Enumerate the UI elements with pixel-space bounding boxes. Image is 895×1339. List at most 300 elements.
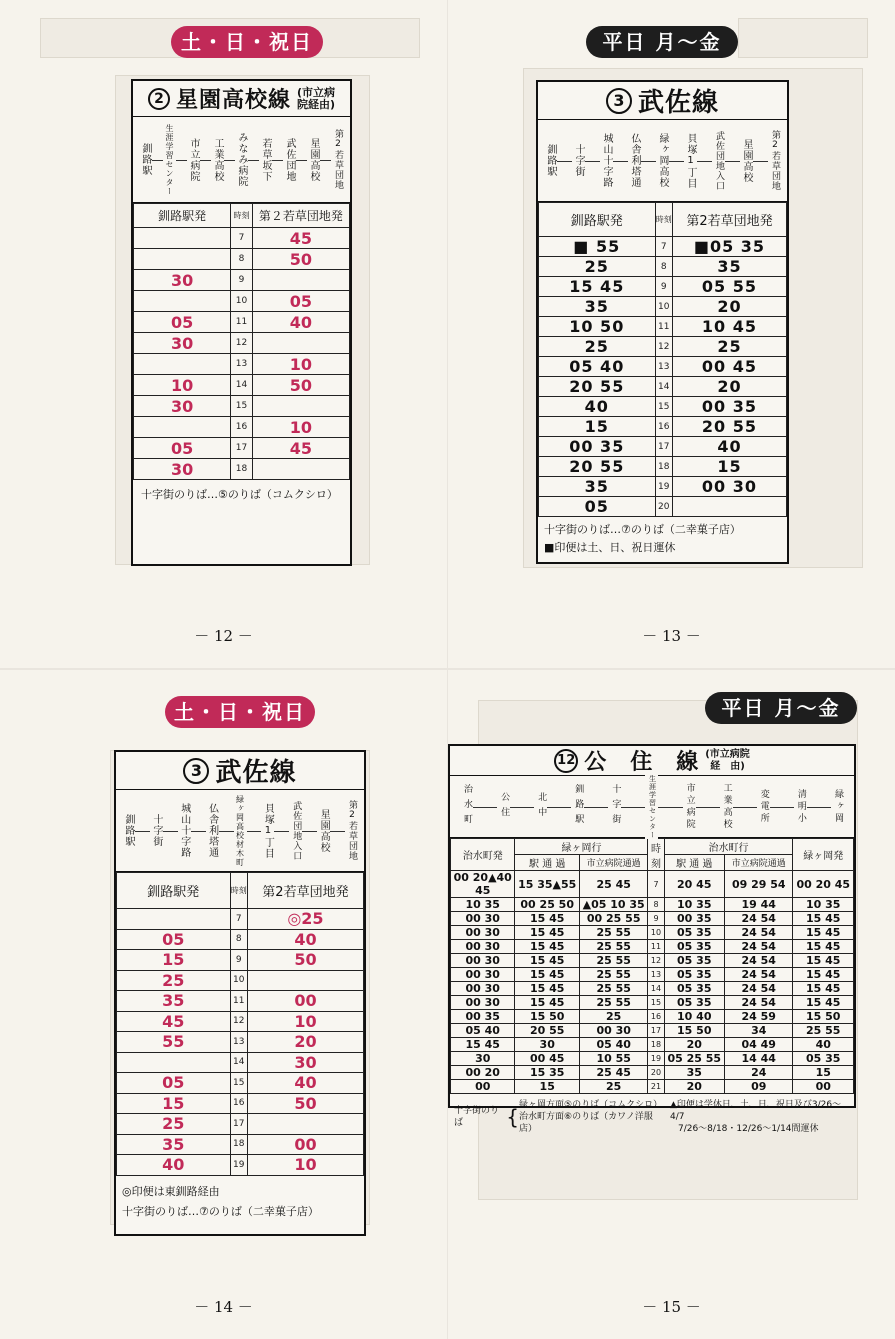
time-cell: 00 45 — [515, 1052, 579, 1066]
hour: 10 — [655, 297, 672, 317]
table-row — [539, 377, 787, 397]
stop: 治水町 — [462, 784, 472, 829]
stop: 仏舎利塔通 — [629, 133, 640, 188]
col-right: 第2若草団地発 — [247, 873, 363, 909]
col-right: 第２若草団地発 — [252, 204, 349, 228]
time-cell: 15 45 — [793, 912, 854, 926]
time-cell: 00 20▲40 45 — [451, 871, 515, 898]
stop: 城山十字路 — [601, 133, 612, 188]
stop: 清明小 — [795, 788, 806, 825]
schedule-table — [450, 838, 854, 1094]
time-cell: 15 — [515, 1080, 579, 1094]
route-title — [450, 746, 854, 776]
time-cell: 15 45 — [451, 1038, 515, 1052]
table-row — [134, 291, 350, 312]
hour: 18 — [655, 457, 672, 477]
time-cell: 15 45 — [793, 954, 854, 968]
page-13 — [448, 0, 895, 668]
stop: 第2若草団地 — [347, 800, 357, 861]
time-cell: 24 54 — [724, 996, 793, 1010]
note: ■印便は土、日、祝日運休 — [544, 541, 676, 554]
table-row — [539, 357, 787, 377]
stop: 若草坂下 — [260, 137, 271, 182]
table-row — [451, 968, 854, 982]
right-time: 40 — [252, 312, 349, 333]
time-cell: 25 45 — [579, 1066, 648, 1080]
left-time — [117, 1052, 231, 1073]
hour: 16 — [648, 1010, 664, 1024]
table-row — [117, 970, 364, 991]
left-time: 25 — [539, 337, 656, 357]
left-time: 20 55 — [539, 457, 656, 477]
left-time: 15 — [117, 950, 231, 971]
time-cell: 24 — [724, 1066, 793, 1080]
left-time: 35 — [539, 477, 656, 497]
hour: 9 — [231, 270, 253, 291]
hour: 11 — [648, 940, 664, 954]
left-time: 05 — [134, 438, 231, 459]
right-time — [252, 459, 349, 480]
time-cell: 15 45 — [515, 968, 579, 982]
timetable-route-3-weekday — [536, 80, 789, 564]
schedule-table — [538, 202, 787, 517]
time-cell: 00 30 — [451, 912, 515, 926]
stop: 釧路駅 — [123, 814, 134, 847]
table-row — [451, 898, 854, 912]
hour: 15 — [231, 396, 253, 417]
right-time: 15 — [672, 457, 786, 477]
right-time: 10 — [247, 1011, 363, 1032]
time-cell: 10 35 — [793, 898, 854, 912]
stop: 武佐団地入口 — [714, 130, 724, 191]
col-jisuicho-bound: 治水町行 — [664, 839, 793, 855]
table-row — [117, 950, 364, 971]
right-time: 40 — [247, 1073, 363, 1094]
right-time: ◎25 — [247, 909, 363, 930]
left-time — [134, 228, 231, 249]
table-row — [539, 277, 787, 297]
sub-col-hospital-pass: 市立病院通過 — [724, 855, 793, 871]
time-cell: 25 55 — [579, 940, 648, 954]
left-time: 05 — [539, 497, 656, 517]
page-number: － 12 － — [194, 627, 253, 645]
table-row — [451, 954, 854, 968]
hour: 8 — [231, 249, 253, 270]
sub-col-hospital-pass: 市立病院通過 — [579, 855, 648, 871]
time-cell: 00 30 — [579, 1024, 648, 1038]
hour: 15 — [655, 397, 672, 417]
note-suspension: ▲印便は学休日、土、日、祝日及び3/26～4/7 7/26～8/18・12/26～1/14間運休 — [669, 1100, 842, 1134]
col-hour: 時刻 — [230, 873, 247, 909]
table-row — [451, 1052, 854, 1066]
time-cell: 04 49 — [724, 1038, 793, 1052]
col-midorigaoka-bound: 緑ヶ岡行 — [515, 839, 648, 855]
hour: 17 — [231, 438, 253, 459]
col-midorigaoka-dep: 緑ヶ岡発 — [793, 839, 854, 871]
table-row — [539, 437, 787, 457]
left-time: 25 — [117, 970, 231, 991]
time-cell: 05 35 — [664, 926, 724, 940]
right-time: 00 — [247, 991, 363, 1012]
time-cell: 15 35▲55 — [515, 871, 579, 898]
table-row — [451, 871, 854, 898]
table-row — [539, 257, 787, 277]
hour: 12 — [230, 1011, 247, 1032]
left-time: 05 — [117, 929, 231, 950]
time-cell: 00 30 — [451, 940, 515, 954]
time-cell: 15 50 — [664, 1024, 724, 1038]
table-row — [539, 397, 787, 417]
hour: 12 — [655, 337, 672, 357]
hour: 18 — [231, 459, 253, 480]
stop: 貝塚1丁目 — [262, 802, 274, 859]
time-cell: 25 55 — [579, 968, 648, 982]
badge-weekend: 土・日・祝日 — [171, 26, 323, 58]
time-cell: 15 — [793, 1066, 854, 1080]
time-cell: 25 55 — [579, 926, 648, 940]
right-time — [247, 970, 363, 991]
col-hour: 時刻 — [655, 203, 672, 237]
time-cell: 15 45 — [515, 926, 579, 940]
time-cell: 35 — [664, 1066, 724, 1080]
route-title — [116, 752, 364, 790]
table-row — [134, 375, 350, 396]
note: 十字街のりば…⑦のりば（二幸菓子店） — [122, 1204, 319, 1218]
time-cell: 05 35 — [664, 954, 724, 968]
schedule-table — [133, 203, 350, 480]
table-row — [451, 912, 854, 926]
left-time — [117, 909, 231, 930]
time-cell: 30 — [515, 1038, 579, 1052]
hour: 10 — [230, 970, 247, 991]
right-time: 00 45 — [672, 357, 786, 377]
hour: 13 — [655, 357, 672, 377]
time-cell: 00 20 — [451, 1066, 515, 1080]
route-name: 星園高校線 — [175, 88, 291, 113]
time-cell: 05 40 — [579, 1038, 648, 1052]
hour: 21 — [648, 1080, 664, 1094]
col-hour: 時刻 — [231, 204, 253, 228]
left-time: 30 — [134, 333, 231, 354]
left-time: 30 — [134, 270, 231, 291]
time-cell: 00 20 45 — [793, 871, 854, 898]
time-cell: 00 35 — [664, 912, 724, 926]
left-time — [134, 249, 231, 270]
stop: 仏舎利塔通 — [206, 803, 218, 858]
time-cell: 25 — [579, 1080, 648, 1094]
table-row — [117, 1032, 364, 1053]
hour: 9 — [230, 950, 247, 971]
stop: 第2若草団地 — [333, 129, 343, 190]
table-row — [117, 1155, 364, 1176]
left-time: 35 — [539, 297, 656, 317]
hour: 11 — [230, 991, 247, 1012]
time-cell: 15 45 — [793, 996, 854, 1010]
right-time: 05 — [252, 291, 349, 312]
page-number: － 13 － — [642, 627, 701, 645]
left-time: 40 — [117, 1155, 231, 1176]
right-time: 30 — [247, 1052, 363, 1073]
stop: 星園高校 — [318, 808, 330, 853]
time-cell: 25 55 — [579, 982, 648, 996]
stop: 十字街 — [573, 144, 584, 177]
stop: 緑ヶ岡高校 — [657, 133, 668, 188]
route-name: 武佐線 — [637, 88, 719, 118]
time-cell: 20 — [664, 1038, 724, 1052]
stop-list — [116, 790, 364, 872]
table-row — [451, 926, 854, 940]
table-row — [117, 991, 364, 1012]
page-number: － 15 － — [642, 1298, 701, 1316]
right-time: 45 — [252, 228, 349, 249]
note: ◎印便は東釧路経由 — [122, 1184, 220, 1198]
time-cell: 25 55 — [579, 954, 648, 968]
route-number: 3 — [183, 758, 209, 784]
stop: 釧路駅 — [545, 144, 556, 177]
time-cell: 00 30 — [451, 954, 515, 968]
left-time: 25 — [117, 1114, 231, 1135]
hour: 8 — [648, 898, 664, 912]
time-cell: 05 25 55 — [664, 1052, 724, 1066]
time-cell: 00 30 — [451, 968, 515, 982]
right-time: 10 45 — [672, 317, 786, 337]
time-cell: 15 50 — [793, 1010, 854, 1024]
note: 十字街のりば…⑦のりば（二幸菓子店） — [544, 523, 741, 536]
table-row — [134, 438, 350, 459]
hour: 14 — [231, 375, 253, 396]
time-cell: 00 30 — [451, 926, 515, 940]
stop: 貝塚1丁目 — [685, 132, 696, 189]
time-cell: 15 45 — [793, 968, 854, 982]
time-cell: 24 59 — [724, 1010, 793, 1024]
table-row — [539, 237, 787, 257]
left-time: 30 — [134, 459, 231, 480]
time-cell: 00 — [793, 1080, 854, 1094]
time-cell: 15 45 — [793, 926, 854, 940]
table-row — [539, 417, 787, 437]
time-cell: 10 35 — [451, 898, 515, 912]
time-cell: 15 45 — [515, 940, 579, 954]
time-cell: 00 30 — [451, 982, 515, 996]
stop: 星園高校 — [308, 137, 319, 182]
left-time: 15 — [117, 1093, 231, 1114]
hour: 7 — [655, 237, 672, 257]
time-cell: 20 45 — [664, 871, 724, 898]
stop: 武佐団地入口 — [291, 800, 302, 861]
time-cell: 15 45 — [515, 996, 579, 1010]
time-cell: 00 25 50 — [515, 898, 579, 912]
time-cell: 05 35 — [793, 1052, 854, 1066]
stop-list — [538, 120, 787, 202]
table-row — [134, 354, 350, 375]
stop: 星園高校 — [741, 138, 752, 183]
table-row — [117, 1114, 364, 1135]
time-cell: 25 — [579, 1010, 648, 1024]
time-cell: 15 45 — [793, 940, 854, 954]
table-row — [539, 337, 787, 357]
table-row — [451, 982, 854, 996]
table-row — [451, 940, 854, 954]
stop: 緑ヶ岡高校材木町 — [235, 794, 245, 867]
left-time: 05 40 — [539, 357, 656, 377]
time-cell: 14 44 — [724, 1052, 793, 1066]
page-14 — [0, 670, 447, 1339]
left-time: 15 45 — [539, 277, 656, 297]
hour: 17 — [655, 437, 672, 457]
schedule-table — [116, 872, 364, 1176]
left-time — [134, 291, 231, 312]
time-cell: 24 54 — [724, 968, 793, 982]
time-cell: 09 29 54 — [724, 871, 793, 898]
table-row — [134, 459, 350, 480]
left-time: 40 — [539, 397, 656, 417]
time-cell: 24 54 — [724, 940, 793, 954]
left-time: 20 55 — [539, 377, 656, 397]
time-cell: 00 35 — [451, 1010, 515, 1024]
time-cell: 24 54 — [724, 912, 793, 926]
right-time: 35 — [672, 257, 786, 277]
stop: 工業高校 — [721, 782, 732, 831]
time-cell: 24 54 — [724, 954, 793, 968]
stop: 第2若草団地 — [770, 130, 780, 191]
time-cell: 09 — [724, 1080, 793, 1094]
left-time: 15 — [539, 417, 656, 437]
right-time: 20 55 — [672, 417, 786, 437]
time-cell: 05 35 — [664, 940, 724, 954]
table-row — [451, 1066, 854, 1080]
hour: 10 — [231, 291, 253, 312]
route-name: 武佐線 — [215, 758, 297, 788]
hour: 13 — [231, 354, 253, 375]
table-row — [451, 1010, 854, 1024]
time-cell: 24 54 — [724, 982, 793, 996]
right-time — [252, 270, 349, 291]
right-time: 50 — [247, 950, 363, 971]
route-subtitle: (市立病院 経 由) — [705, 748, 750, 772]
left-time: 05 — [134, 312, 231, 333]
right-time: 50 — [252, 249, 349, 270]
stop: 公住 — [499, 791, 510, 822]
time-cell: 05 35 — [664, 996, 724, 1010]
timetable-route-3-weekend — [114, 750, 366, 1236]
table-row — [117, 1052, 364, 1073]
stop: 変電所 — [758, 788, 769, 825]
page-12 — [0, 0, 447, 668]
right-time: 45 — [252, 438, 349, 459]
time-cell: 25 45 — [579, 871, 648, 898]
time-cell: ▲05 10 35 — [579, 898, 648, 912]
hour: 19 — [655, 477, 672, 497]
table-row — [134, 249, 350, 270]
hour: 7 — [230, 909, 247, 930]
right-time — [247, 1114, 363, 1135]
table-row — [539, 457, 787, 477]
time-cell: 19 44 — [724, 898, 793, 912]
time-cell: 34 — [724, 1024, 793, 1038]
badge-weekend: 土・日・祝日 — [165, 696, 315, 728]
time-cell: 20 — [664, 1080, 724, 1094]
stop: 釧路駅 — [140, 143, 151, 176]
stop: 十字街 — [150, 814, 162, 847]
table-row — [539, 497, 787, 517]
right-time: 50 — [247, 1093, 363, 1114]
timetable-route-2 — [131, 79, 352, 566]
right-time: 40 — [672, 437, 786, 457]
right-time: 25 — [672, 337, 786, 357]
hour: 12 — [231, 333, 253, 354]
table-row — [451, 1038, 854, 1052]
left-time: 45 — [117, 1011, 231, 1032]
hour: 20 — [655, 497, 672, 517]
hour: 16 — [231, 417, 253, 438]
right-time: 10 — [252, 354, 349, 375]
stop: みなみ病院 — [236, 132, 247, 187]
table-row — [117, 1073, 364, 1094]
page-number: － 14 － — [194, 1298, 253, 1316]
notes — [116, 1176, 364, 1228]
hour: 12 — [648, 954, 664, 968]
left-time: 35 — [117, 1134, 231, 1155]
left-time — [134, 417, 231, 438]
time-cell: 05 35 — [664, 982, 724, 996]
time-cell: 10 40 — [664, 1010, 724, 1024]
hour: 14 — [230, 1052, 247, 1073]
time-cell: 25 55 — [793, 1024, 854, 1038]
route-name: 公 住 線 — [584, 750, 700, 775]
route-number: 3 — [606, 88, 632, 114]
hour: 18 — [648, 1038, 664, 1052]
bleed-through — [738, 18, 868, 58]
route-title — [133, 81, 350, 117]
left-time: 05 — [117, 1073, 231, 1094]
time-cell: 00 — [451, 1080, 515, 1094]
stop: 城山十字路 — [178, 803, 190, 858]
table-row — [117, 1011, 364, 1032]
table-row — [134, 333, 350, 354]
right-time: 05 55 — [672, 277, 786, 297]
time-cell: 00 25 55 — [579, 912, 648, 926]
hour: 8 — [655, 257, 672, 277]
time-cell: 05 40 — [451, 1024, 515, 1038]
table-row — [117, 929, 364, 950]
time-cell: 15 45 — [515, 954, 579, 968]
left-time: 10 — [134, 375, 231, 396]
time-cell: 10 55 — [579, 1052, 648, 1066]
col-hour: 時刻 — [648, 839, 664, 871]
table-row — [539, 317, 787, 337]
table-row — [539, 297, 787, 317]
badge-weekday: 平日 月～金 — [705, 692, 857, 724]
stop: 生涯学習センター — [645, 775, 658, 839]
hour: 13 — [648, 968, 664, 982]
right-time: 50 — [252, 375, 349, 396]
right-time: 00 — [247, 1134, 363, 1155]
stop: 工業高校 — [212, 137, 223, 182]
table-row — [134, 270, 350, 291]
hour: 9 — [648, 912, 664, 926]
hour: 7 — [648, 871, 664, 898]
stop-list — [450, 776, 854, 838]
right-time: 20 — [672, 297, 786, 317]
page-15 — [448, 670, 895, 1339]
table-row — [117, 1093, 364, 1114]
hour: 15 — [648, 996, 664, 1010]
stop: 市立病院 — [684, 782, 695, 831]
notes — [538, 517, 787, 561]
table-row — [117, 909, 364, 930]
route-subtitle: (市立病 院経由) — [296, 85, 336, 111]
left-time: ■ 55 — [539, 237, 656, 257]
